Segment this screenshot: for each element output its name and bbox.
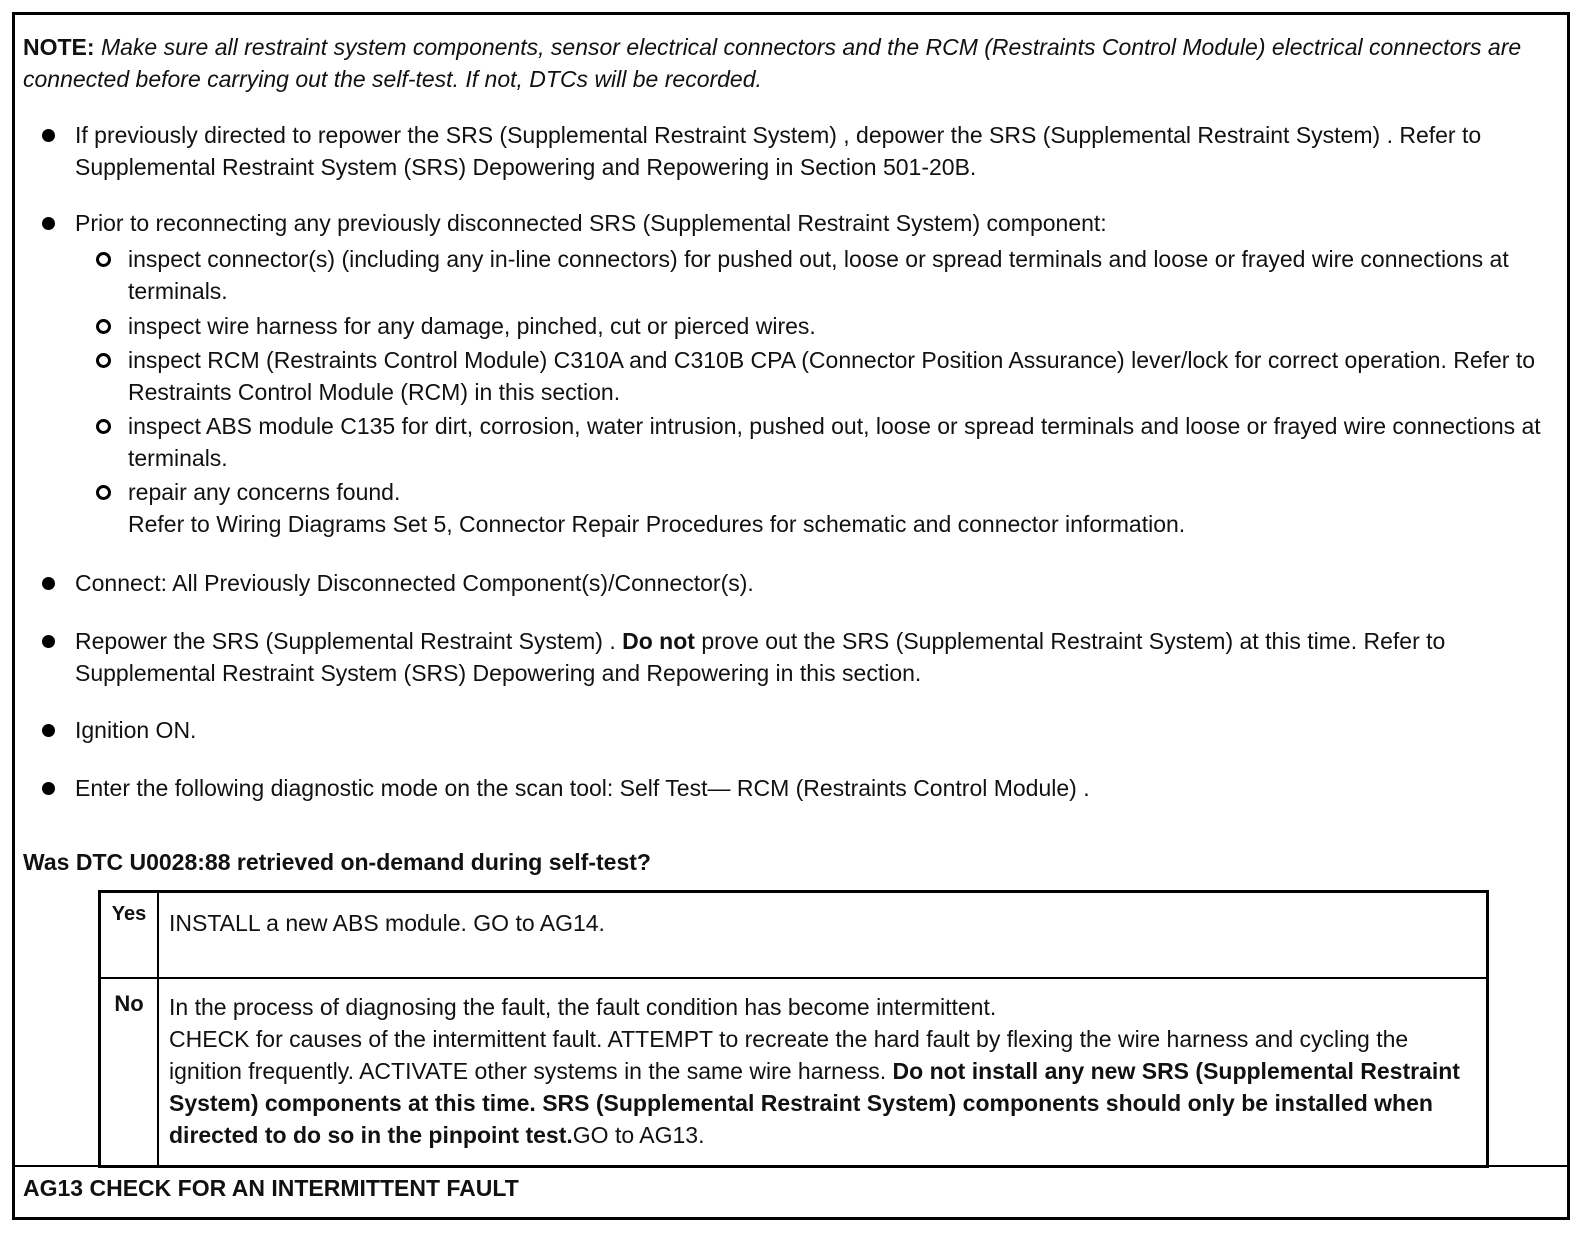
no-action-text: In the process of diagnosing the fault, the fault condition has become intermittent. CHECK for causes of the intermittent fault. ATTEMPT to recreate the hard fault by flexing the wire harness and cycling the ignition frequently. ACTIVATE other systems in the same wire harness. Do not install any new SRS (Supplemental Restraint System) components at this time. SRS (Supplemental Restraint System) components should only be installed when directed to do so in the pinpoint test.GO to AG13. [169,994,1460,1148]
step-repower: Repower the SRS (Supplemental Restraint System) . Do not prove out the SRS (Supplemental Restraint System) at this time. Refer to Supplemental Restraint System (SRS) Depowering and Repowering in this section. [75,625,1565,689]
bullet-dot [42,577,55,590]
step-ignition-on: Ignition ON. [75,714,1565,746]
answer-table [98,890,1489,1168]
no-label-cell: No [101,977,159,1165]
answer-row-yes [101,893,1486,979]
bullet-dot [42,724,55,737]
substep-repair: repair any concerns found. Refer to Wiring Diagrams Set 5, Connector Repair Procedures for schematic and connector information. [128,476,1568,540]
section-divider [15,1165,1567,1167]
test-question: Was DTC U0028:88 retrieved on-demand during self-test? [23,849,651,875]
bullet-dot [42,782,55,795]
procedure-frame [12,12,1570,1220]
note-paragraph [23,31,1553,95]
sub-bullet-ring [96,485,111,500]
answer-row-no [101,977,1486,1165]
step-self-test: Enter the following diagnostic mode on the scan tool: Self Test— RCM (Restraints Control Module) . [75,772,1565,804]
substep-inspect-harness: inspect wire harness for any damage, pinched, cut or pierced wires. [128,310,1568,342]
substep-inspect-abs: inspect ABS module C135 for dirt, corrosion, water intrusion, pushed out, loose or spread terminals and loose or frayed wire connections at terminals. [128,410,1568,474]
bullet-dot [42,635,55,648]
step-depower: If previously directed to repower the SRS (Supplemental Restraint System) , depower the SRS (Supplemental Restraint System) . Refer to Supplemental Restraint System (SRS) Depowering and Repowering in Section 501-20B. [75,119,1565,183]
step-connect: Connect: All Previously Disconnected Component(s)/Connector(s). [75,567,1565,599]
bullet-dot [42,217,55,230]
yes-action-text: INSTALL a new ABS module. GO to AG14. [169,910,605,936]
sub-bullet-ring [96,419,111,434]
sub-bullet-ring [96,252,111,267]
substep-inspect-rcm: inspect RCM (Restraints Control Module) C310A and C310B CPA (Connector Position Assurance) lever/lock for correct operation. Refer to Restraints Control Module (RCM) in this section. [128,344,1568,408]
substep-inspect-connectors: inspect connector(s) (including any in-line connectors) for pushed out, loose or spread terminals and loose or frayed wire connections at terminals. [128,243,1568,307]
step-prior-reconnect: Prior to reconnecting any previously disconnected SRS (Supplemental Restraint System) component: [75,207,1565,239]
sub-bullet-ring [96,353,111,368]
yes-label-cell: Yes [101,893,159,977]
next-section-heading: AG13 CHECK FOR AN INTERMITTENT FAULT [23,1175,519,1201]
sub-bullet-ring [96,319,111,334]
bullet-dot [42,129,55,142]
note-text: Make sure all restraint system components, sensor electrical connectors and the RCM (Restraints Control Module) electrical connectors are connected before carrying out the self-test. If not, DTCs will be recorded. [23,34,1522,92]
note-label: NOTE: [23,34,95,60]
